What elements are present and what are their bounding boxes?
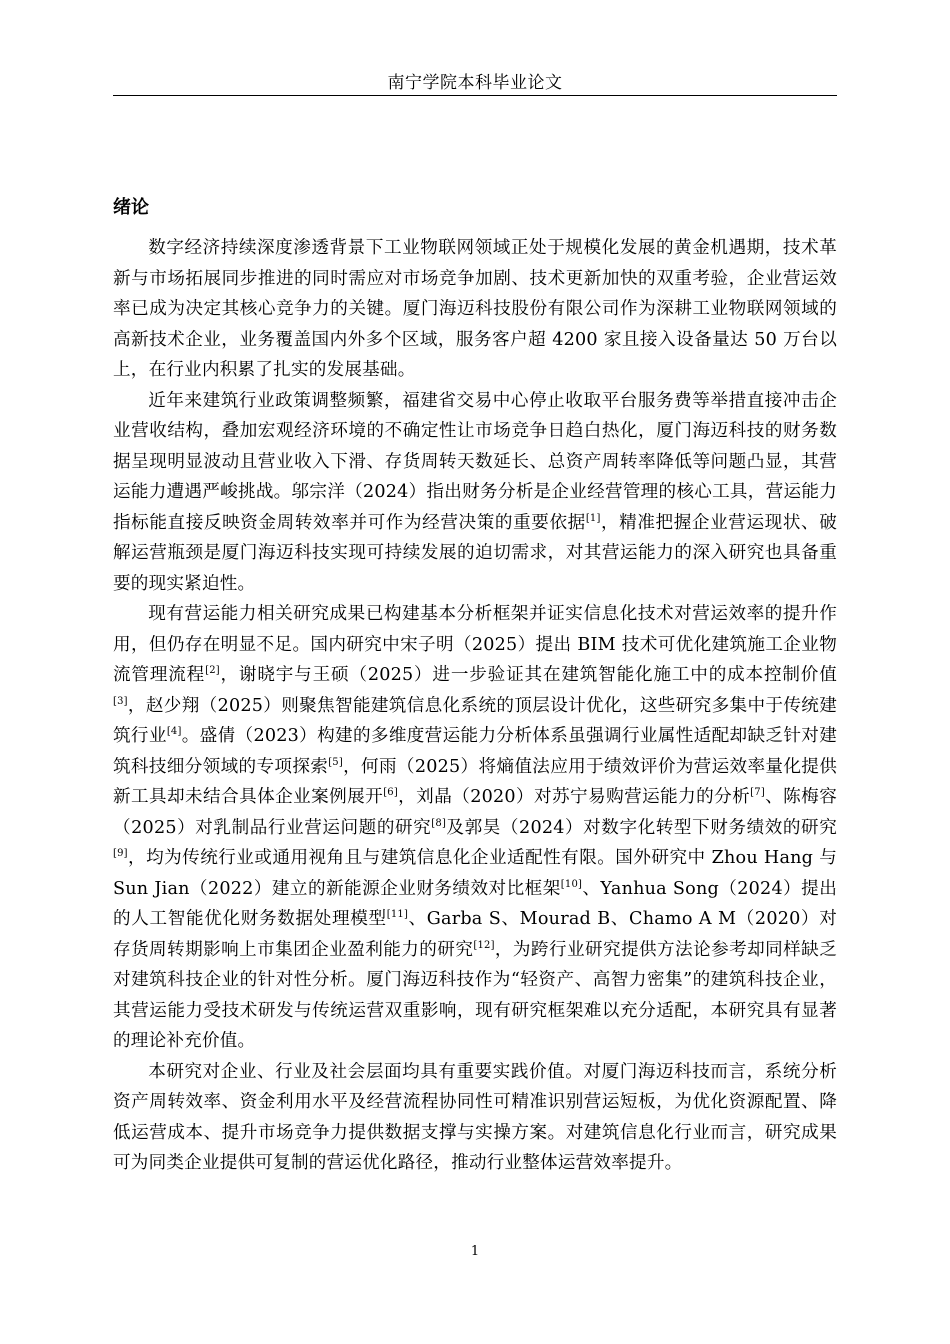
page-number: 1	[470, 1244, 480, 1259]
paragraph-text: ，刘晶（2020）对苏宁易购营运能力的分析	[397, 787, 751, 807]
citation-marker: [9]	[113, 848, 128, 860]
paragraph-text: 。盛倩（2023）构建的多维度营运能力分析体系虽强调行业属性适配却缺乏针对建筑科技细分领域的专项探索	[113, 726, 837, 777]
paragraph-text: 及郭昊（2024）对数字化转型下财务绩效的研究	[446, 817, 837, 838]
paragraph	[113, 1057, 837, 1179]
section-title: 绪论	[113, 197, 149, 218]
citation-marker: [10]	[560, 878, 583, 890]
citation-marker: [5]	[328, 756, 343, 768]
citation-marker: [2]	[205, 665, 220, 677]
citation-marker: [4]	[166, 726, 182, 738]
paragraph-text: ，谢晓宇与王硕（2025）进一步验证其在建筑智能化施工中的成本控制价值	[219, 665, 837, 685]
citation-marker: [3]	[113, 695, 128, 707]
paragraph	[113, 599, 837, 1057]
paragraph-text: 近年来建筑行业政策调整频繁，福建省交易中心停止收取平台服务费等举措直接冲击企业营收结构，叠加宏观经济环境的不确定性让市场竞争日趋白热化，厦门海迈科技的财务数据呈现明显波动且营业收入下滑、存货周转天数延长、总资产周转率降低等问题凸显，其营运能力遭遇严峻挑战。邬宗洋（2024）指出财务分析是企业经营管理的核心工具，营运能力指标能直接反映资金周转效率并可作为经营决策的重要依据	[113, 390, 837, 533]
paragraph-text: ，为跨行业研究提供方法论参考却同样缺乏对建筑科技企业的针对性分析。厦门海迈科技作为“轻资产、高智力密集”的建筑科技企业，其营运能力受技术研发与传统运营双重影响，现有研究框架难以充分适配，本研究具有显著的理论补充价值。	[113, 939, 837, 1051]
paragraph	[113, 233, 837, 386]
paragraph-text: 、Garba S、Mourad B、Chamo A M（2020）对存货周转期影响上市集团企业盈利能力的研究	[113, 909, 837, 960]
header-divider	[113, 95, 837, 96]
citation-marker: [1]	[585, 512, 601, 524]
citation-marker: [6]	[383, 787, 398, 799]
citation-marker: [7]	[750, 787, 765, 799]
paragraph-text: ，均为传统行业或通用视角且与建筑信息化企业适配性有限。国外研究中 Zhou Hang 与 Sun Jian（2022）建立的新能源企业财务绩效对比框架	[113, 848, 837, 899]
citation-marker: [8]	[431, 817, 447, 829]
paragraph	[113, 386, 837, 600]
paragraph-text: 、陈梅容（2025）对乳制品行业营运问题的研究	[113, 787, 837, 838]
paragraph-text: 本研究对企业、行业及社会层面均具有重要实践价值。对厦门海迈科技而言，系统分析资产周转效率、资金利用水平及经营流程协同性可精准识别营运短板，为优化资源配置、降低运营成本、提升市场竞争力提供数据支撑与实操方案。对建筑信息化行业而言，研究成果可为同类企业提供可复制的营运优化路径，推动行业整体运营效率提升。	[113, 1061, 837, 1173]
paragraph-text: 现有营运能力相关研究成果已构建基本分析框架并证实信息化技术对营运效率的提升作用，但仍存在明显不足。国内研究中宋子明（2025）提出 BIM 技术可优化建筑施工企业物流管理流程	[113, 604, 837, 685]
body-text	[113, 233, 837, 1179]
paragraph-text: ，精准把握企业营运现状、破解运营瓶颈是厦门海迈科技实现可持续发展的迫切需求，对其营运能力的深入研究也具备重要的现实紧迫性。	[113, 512, 838, 594]
paragraph-text: 、Yanhua Song（2024）提出的人工智能优化财务数据处理模型	[113, 878, 837, 929]
paragraph-text: 数字经济持续深度渗透背景下工业物联网领域正处于规模化发展的黄金机遇期，技术革新与市场拓展同步推进的同时需应对市场竞争加剧、技术更新加快的双重考验，企业营运效率已成为决定其核心竞争力的关键。厦门海迈科技股份有限公司作为深耕工业物联网领域的高新技术企业，业务覆盖国内外多个区域，服务客户超 4200 家且接入设备量达 50 万台以上，在行业内积累了扎实的发展基础。	[113, 238, 837, 380]
citation-marker: [12]	[473, 939, 495, 951]
citation-marker: [11]	[386, 909, 409, 921]
page-header: 南宁学院本科毕业论文	[387, 73, 563, 93]
paragraph-text: ，赵少翔（2025）则聚焦智能建筑信息化系统的顶层设计优化，这些研究多集中于传统建筑行业	[113, 695, 837, 746]
paragraph-text: ，何雨（2025）将熵值法应用于绩效评价为营运效率量化提供新工具却未结合具体企业案例展开	[113, 756, 838, 807]
